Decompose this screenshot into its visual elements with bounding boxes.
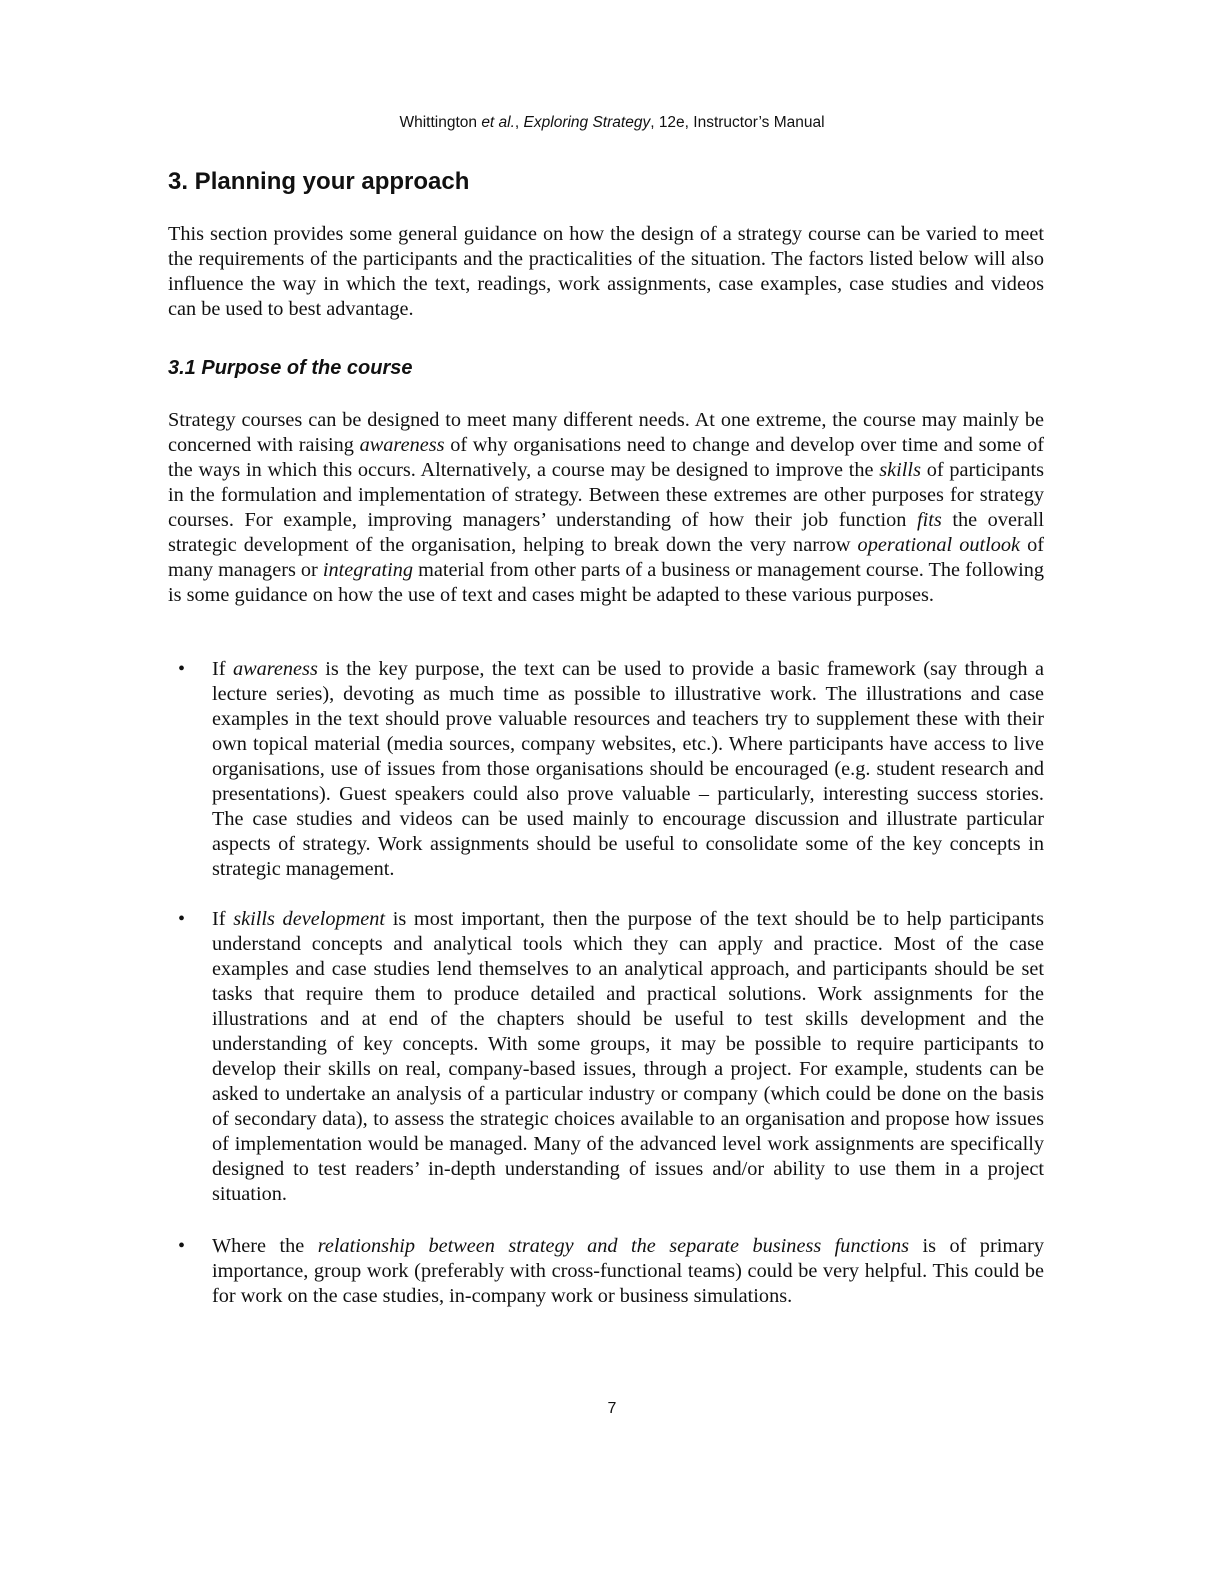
header-edition: , 12e, Instructor’s Manual (650, 114, 825, 131)
text-segment: material from other parts of a business or management course. The following is some guidance on how the use of text and cases might be adapted to these various purposes. (168, 559, 1044, 606)
bullet-awareness (212, 657, 1044, 882)
text-segment: If (212, 658, 233, 680)
text-segment: Strategy courses can be designed to meet many different needs. At one extreme, the course may mainly be concerned with raising (168, 409, 1044, 456)
bullet-skills (212, 907, 1044, 1207)
emphasis-text: operational outlook (857, 534, 1021, 556)
bullet-marker: • (178, 908, 186, 930)
text-segment: of why organisations need to change and develop over time and some of the ways in which this occurs. Alternatively, a course may be designed to improve the (168, 434, 1044, 481)
bullet-marker: • (178, 1235, 186, 1257)
page-number: 7 (607, 1400, 617, 1417)
running-header (0, 114, 1224, 132)
header-sep: , (514, 114, 524, 131)
text-segment: is the key purpose, the text can be used to provide a basic framework (say through a lecture series), devoting as much time as possible to illustrative work. The illustrations and case examples in the text should prove valuable resources and teachers try to supplement these with their own topical material (media sources, company websites, etc.). Where participants have access to live organisations, use of issues from those organisations should be encouraged (e.g. student research and presentations). Guest speakers could also prove valuable – particularly, interesting success stories. The case studies and videos can be used mainly to encourage discussion and illustrate particular aspects of strategy. Work assignments should be useful to consolidate some of the key concepts in strategic management. (212, 658, 1045, 880)
emphasis-text: fits (916, 509, 942, 531)
intro-paragraph (168, 222, 1044, 322)
text-segment: This section provides some general guidance on how the design of a strategy course can be varied to meet the requirements of the participants and the practicalities of the situation. The factors listed below will also influence the way in which the text, readings, work assignments, case examples, case studies and videos can be used to best advantage. (168, 223, 1044, 320)
header-book-title: Exploring Strategy (523, 114, 651, 131)
section-title: 3. Planning your approach (168, 168, 470, 195)
emphasis-text: awareness (359, 434, 445, 456)
text-segment: is of primary importance, group work (preferably with cross-functional teams) could be very helpful. This could be for work on the case studies, in-company work or business simulations. (212, 1235, 1045, 1307)
bullet-marker: • (178, 658, 186, 680)
subsection-title: 3.1 Purpose of the course (168, 357, 413, 379)
text-segment: is most important, then the purpose of the text should be to help participants understand concepts and analytical tools which they can apply and practice. Most of the case examples and case studies lend themselves to an analytical approach, and participants should be set tasks that require them to produce detailed and practical solutions. Work assignments for the illustrations and at end of the chapters should be useful to test skills development and the understanding of key concepts. With some groups, it may be possible to require participants to develop their skills on real, company-based issues, through a project. For example, students can be asked to undertake an analysis of a particular industry or company (which could be done on the basis of secondary data), to assess the strategic choices available to an organisation and propose how issues of implementation would be managed. Many of the advanced level work assignments are specifically designed to test readers’ in-depth understanding of issues and/or ability to use them in a project situation. (212, 908, 1044, 1205)
emphasis-text: integrating (322, 559, 414, 581)
header-author: Whittington (399, 114, 482, 131)
purpose-paragraph (168, 408, 1044, 608)
bullet-functions (212, 1234, 1044, 1309)
text-segment: If (212, 908, 234, 930)
text-segment: of participants in the formulation and implementation of strategy. Between these extremes are other purposes for strategy courses. For example, improving managers’ understanding of how their job function (168, 459, 1044, 531)
text-segment: the overall strategic development of the organisation, helping to break down the very narrow (168, 509, 1044, 556)
header-etal: et al. (481, 114, 515, 131)
emphasis-text: skills (879, 459, 921, 481)
text-segment: of many managers or (168, 534, 1045, 581)
emphasis-text: skills development (233, 908, 386, 930)
text-segment: Where the (212, 1235, 318, 1257)
emphasis-text: awareness (232, 658, 318, 680)
emphasis-text: relationship between strategy and the separate business functions (317, 1235, 910, 1257)
